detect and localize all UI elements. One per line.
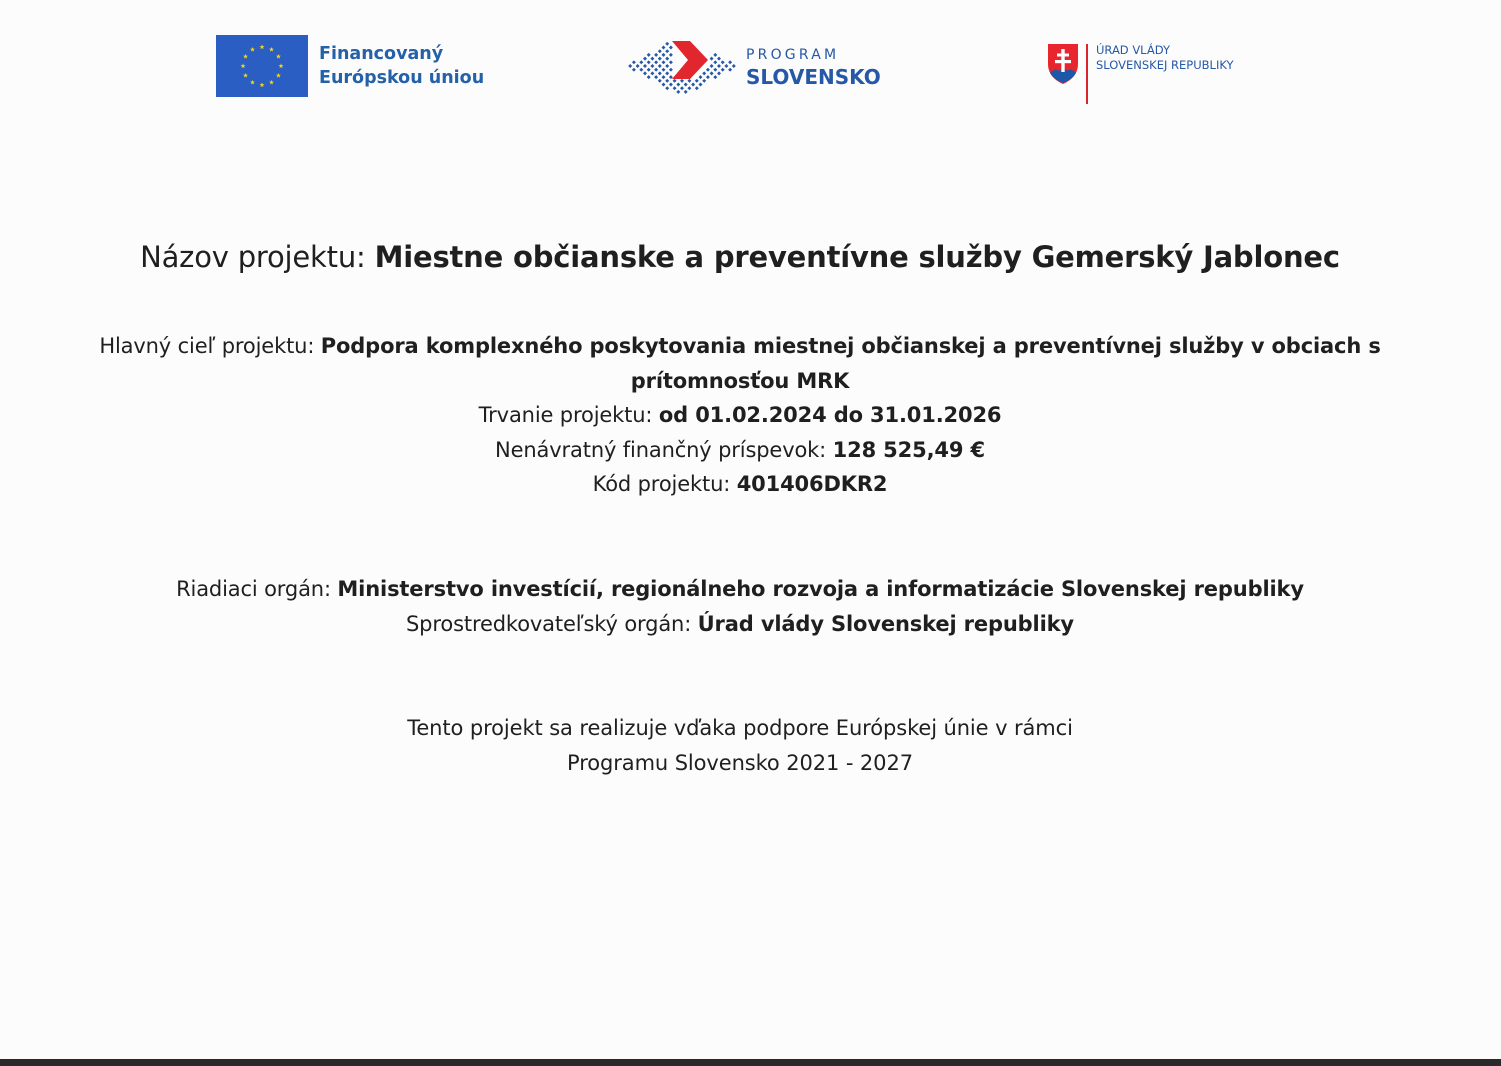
program-mark-dot (713, 53, 717, 57)
project-info (60, 329, 1420, 502)
program-mark-dot (662, 46, 666, 50)
program-mark-dot (691, 83, 695, 87)
eu-support-statement (60, 711, 1420, 780)
program-mark-dot (665, 86, 669, 90)
program-mark-dot (673, 79, 677, 83)
program-mark-dot (628, 64, 632, 68)
eu-funding-text (319, 42, 484, 90)
program-mark-dot (669, 60, 673, 64)
program-slovensko-logo (628, 36, 881, 98)
program-mark-dot (702, 79, 706, 83)
program-mark-dot (643, 57, 647, 61)
managing-authority-value: Ministerstvo investícií, regionálneho rozvoja a informatizácie Slovenskej republiky (337, 577, 1304, 601)
program-mark-dot (687, 86, 691, 90)
program-mark-dot (647, 60, 651, 64)
eu-funding-line2: Európskou úniou (319, 68, 485, 88)
program-mark-dot (665, 64, 669, 68)
program-mark-dot (665, 57, 669, 61)
program-mark-dot (721, 68, 725, 72)
program-mark-dot (650, 57, 654, 61)
program-mark-dot (728, 68, 732, 72)
program-mark-dot (662, 83, 666, 87)
intermediate-body-row (60, 607, 1420, 642)
program-mark-dot (713, 60, 717, 64)
program-mark-dot (639, 68, 643, 72)
program-mark-dot (699, 83, 703, 87)
program-mark-dot (654, 75, 658, 79)
program-mark-dot (706, 75, 710, 79)
slovensko-label: SLOVENSKO (746, 65, 881, 89)
program-mark-dot (713, 68, 717, 72)
program-mark-dot (706, 68, 710, 72)
program-mark-dot (710, 57, 714, 61)
program-mark-dot (724, 64, 728, 68)
program-mark-dot (676, 90, 680, 94)
managing-authority-row (60, 572, 1420, 607)
project-grant-label: Nenávratný finančný príspevok: (495, 437, 833, 462)
program-mark-dot (658, 64, 662, 68)
program-mark-dot (650, 64, 654, 68)
program-mark-dot (669, 75, 673, 79)
program-mark-dot (721, 60, 725, 64)
intermediate-body-label: Sprostredkovateľský orgán: (406, 611, 698, 636)
slovak-coat-of-arms-icon (1046, 42, 1080, 86)
project-name-label: Názov projektu: (140, 240, 375, 274)
program-mark-dot (702, 71, 706, 75)
program-mark-dot (676, 83, 680, 87)
project-duration-value: od 01.02.2024 do 31.01.2026 (658, 403, 1002, 427)
program-mark-dot (647, 75, 651, 79)
project-code-row (60, 467, 1420, 502)
program-mark-dot (684, 90, 688, 94)
government-line2: SLOVENSKEJ REPUBLIKY (1096, 58, 1234, 72)
project-grant-row (60, 433, 1420, 468)
project-goal-value-line1: Podpora komplexného poskytovania miestnej občianskej a preventívnej služby v obciach s (320, 334, 1381, 358)
program-mark-dot (647, 53, 651, 57)
program-mark-dot (662, 68, 666, 72)
program-mark-dot (636, 64, 640, 68)
program-mark-dot (650, 71, 654, 75)
project-goal-row-continued (60, 364, 1420, 399)
program-mark-dot (658, 57, 662, 61)
program-label: PROGRAM (746, 47, 840, 63)
program-mark-dot (717, 64, 721, 68)
program-mark-dot (717, 71, 721, 75)
program-mark-dot (669, 83, 673, 87)
program-mark-dot (710, 71, 714, 75)
program-mark-dot (680, 79, 684, 83)
program-mark-dot (713, 75, 717, 79)
eu-funding-line1: Financovaný (319, 44, 444, 64)
government-logo-divider (1086, 44, 1088, 104)
project-code-label: Kód projektu: (592, 472, 737, 496)
support-line1: Tento projekt sa realizuje vďaka podpore Európskej únie v rámci (407, 716, 1073, 740)
program-mark-dot (662, 60, 666, 64)
program-mark-dot (647, 68, 651, 72)
program-mark-dot (695, 86, 699, 90)
program-slovensko-text (746, 45, 881, 89)
project-goal-value-line2: prítomnosťou MRK (630, 368, 850, 393)
program-mark-dot (654, 68, 658, 72)
program-mark-dot (662, 53, 666, 57)
program-mark-dot (632, 60, 636, 64)
program-mark-dot (658, 79, 662, 83)
program-mark-dot (669, 46, 673, 50)
program-mark-dot (665, 79, 669, 83)
program-mark-dot (695, 79, 699, 83)
eu-funding-logo (216, 35, 484, 97)
program-slovensko-mark-icon (628, 36, 736, 98)
support-line2: Programu Slovensko 2021 - 2027 (567, 750, 913, 775)
program-mark-dot (669, 53, 673, 57)
program-mark-dot (699, 75, 703, 79)
project-duration-row (60, 398, 1420, 433)
intermediate-body-value: Úrad vlády Slovenskej republiky (697, 611, 1074, 636)
project-grant-value: 128 525,49 € (832, 437, 985, 462)
program-mark-dot (732, 64, 736, 68)
managing-authority-label: Riadiaci orgán: (176, 577, 338, 601)
program-mark-dot (684, 83, 688, 87)
program-mark-dot (717, 57, 721, 61)
responsible-authorities (60, 572, 1420, 641)
government-line1: ÚRAD VLÁDY (1096, 43, 1170, 57)
project-code-value: 401406DKR2 (736, 472, 888, 496)
program-mark-dot (710, 64, 714, 68)
program-mark-dot (665, 42, 669, 46)
program-mark-dot (654, 60, 658, 64)
program-mark-dot (654, 53, 658, 57)
project-duration-label: Trvanie projektu: (478, 403, 659, 427)
eu-flag-icon (216, 35, 308, 97)
project-title (60, 234, 1420, 280)
program-mark-dot (658, 71, 662, 75)
program-mark-dot (687, 79, 691, 83)
page-bottom-edge (0, 1059, 1501, 1066)
government-office-text (1096, 43, 1234, 73)
program-mark-dot (669, 68, 673, 72)
program-mark-dot (665, 71, 669, 75)
program-mark-dot (665, 49, 669, 53)
program-mark-dot (673, 86, 677, 90)
program-mark-dot (639, 60, 643, 64)
program-mark-dot (643, 64, 647, 68)
project-goal-row (60, 329, 1420, 364)
program-mark-dot (728, 60, 732, 64)
project-goal-label: Hlavný cieľ projektu: (99, 334, 321, 358)
program-mark-dot (680, 86, 684, 90)
government-office-logo (1046, 42, 1234, 104)
project-name-value: Miestne občianske a preventívne služby Gemerský Jablonec (374, 240, 1340, 274)
program-mark-dot (662, 75, 666, 79)
program-mark-dot (632, 68, 636, 72)
program-mark-dot (658, 49, 662, 53)
program-mark-dot (643, 71, 647, 75)
